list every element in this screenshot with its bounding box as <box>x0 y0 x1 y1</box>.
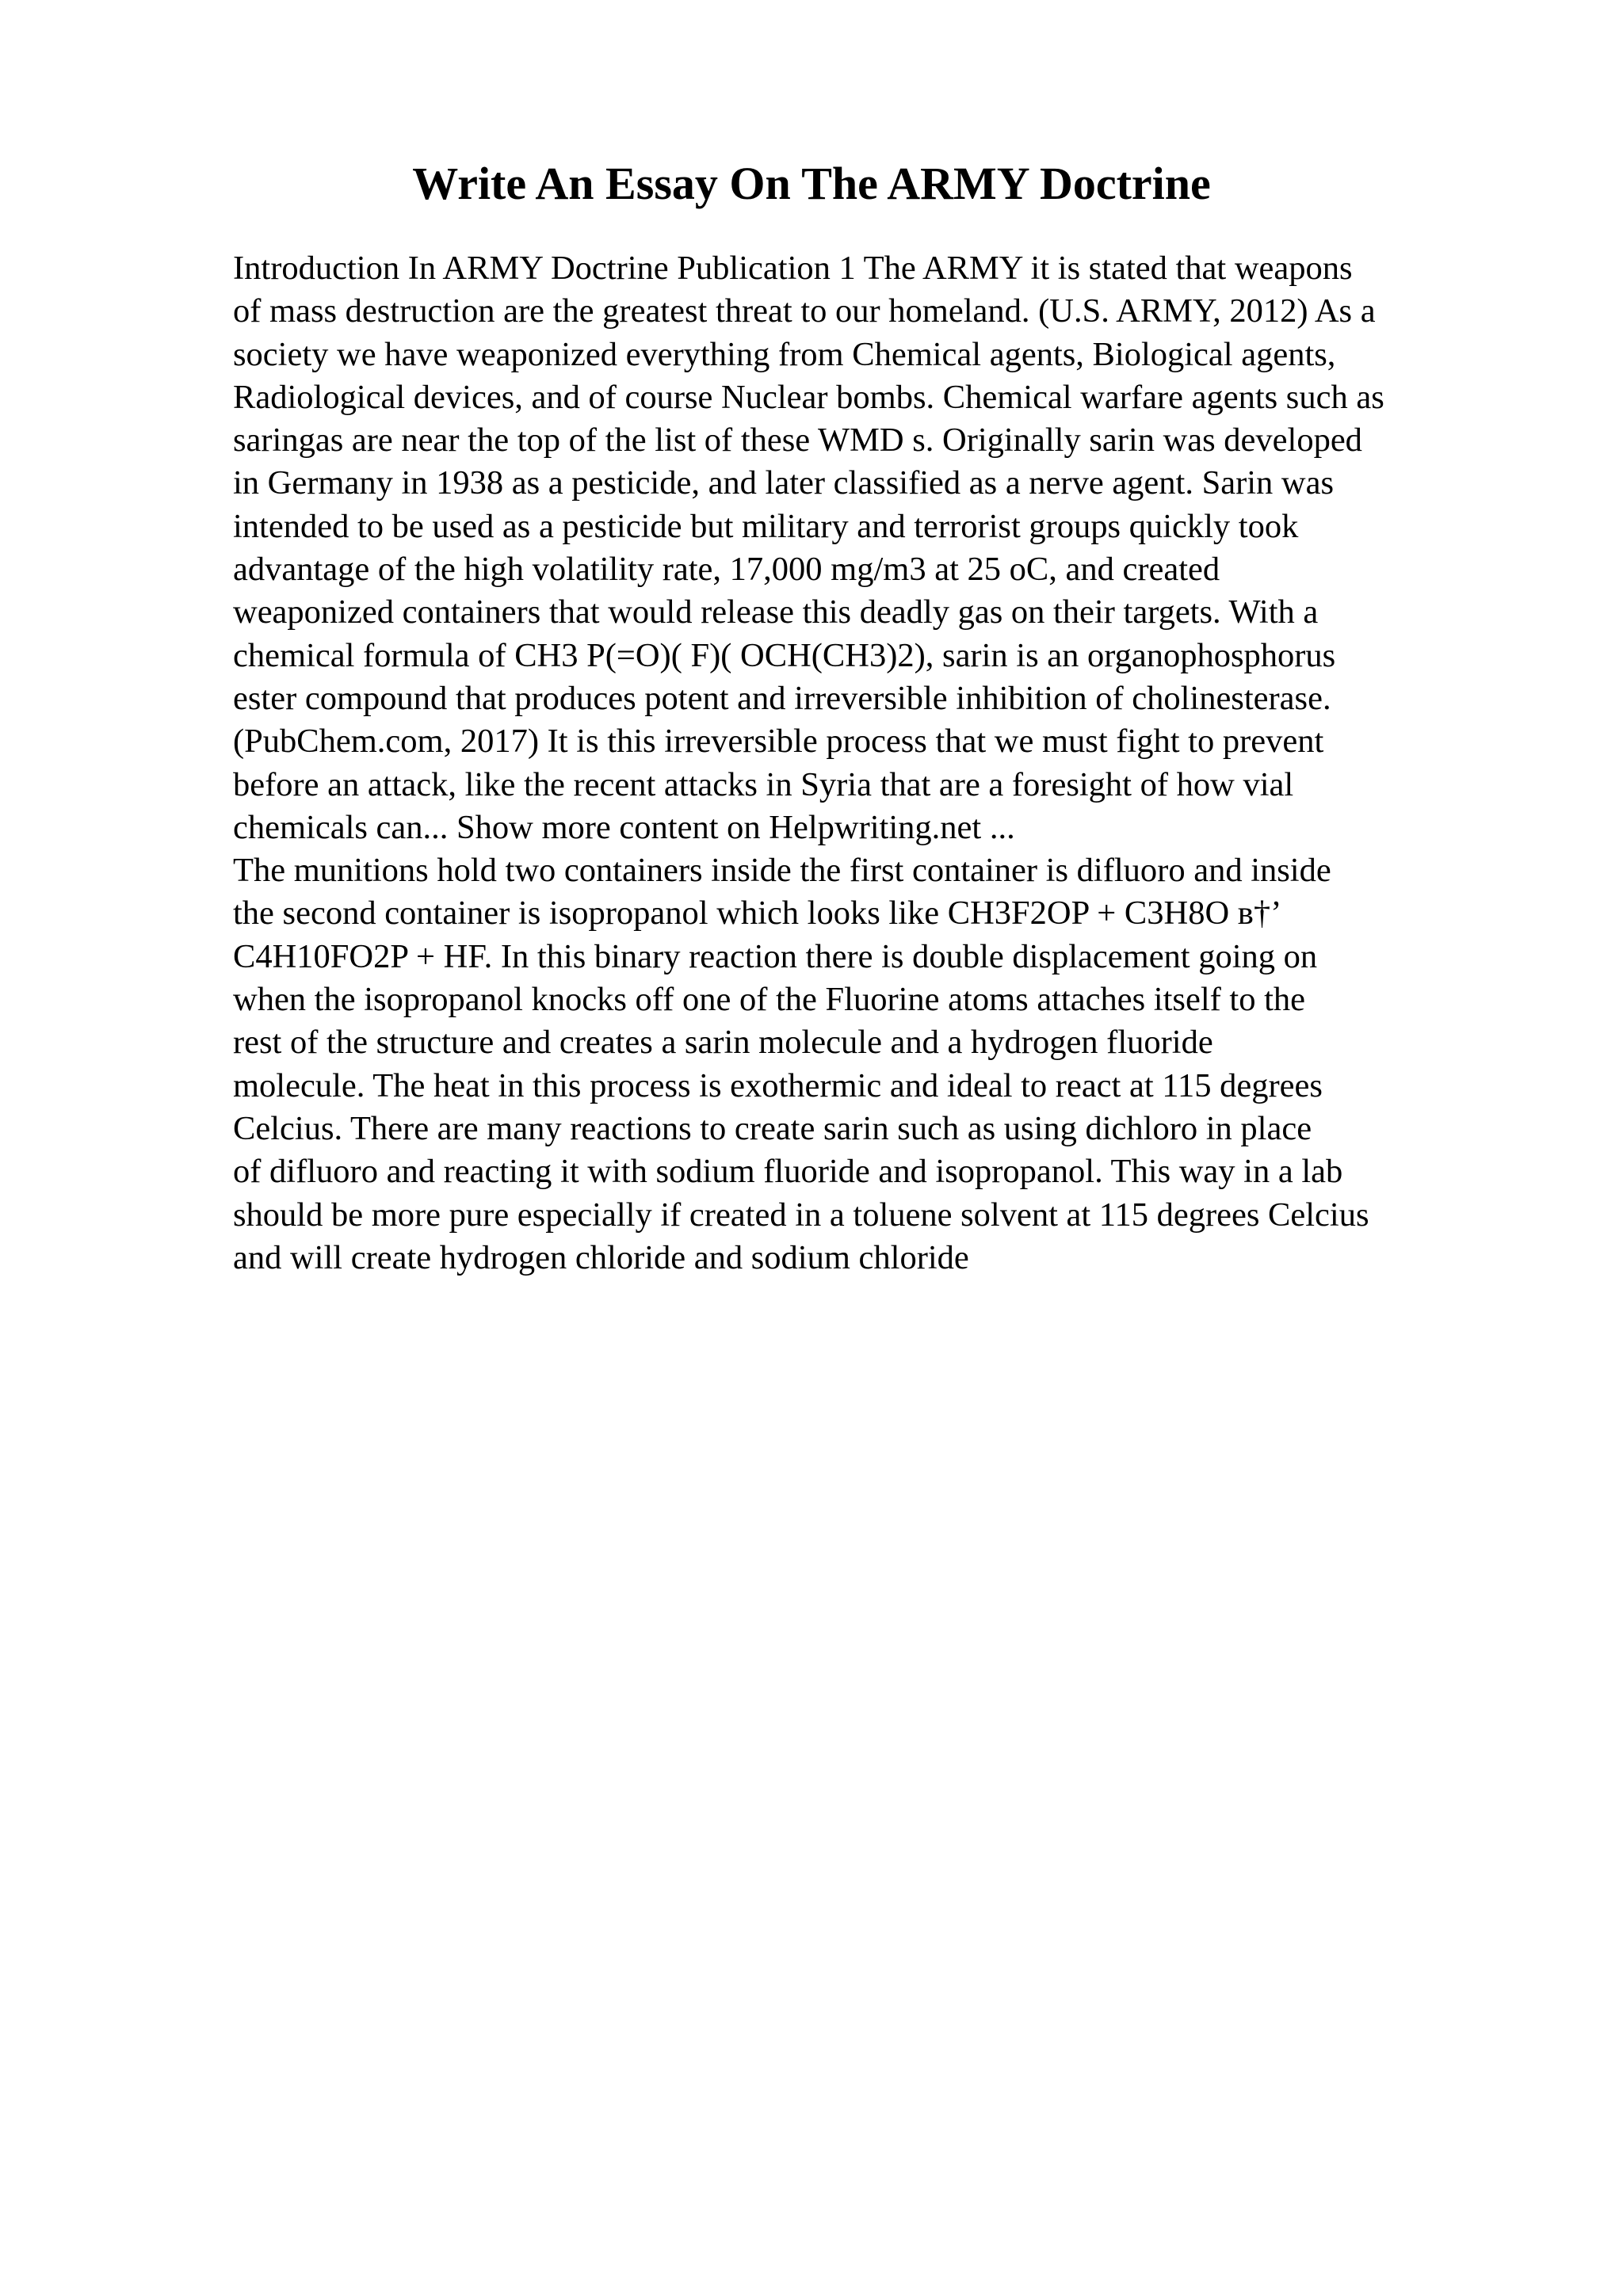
body-line: the second container is isopropanol which looks like CH3F2OP + C3H8O в†’ <box>233 894 1282 933</box>
body-line: ester compound that produces potent and irreversible inhibition of cholinesterase. <box>233 679 1331 717</box>
body-line: saringas are near the top of the list of these WMD s. Originally sarin was developed <box>233 421 1362 460</box>
body-line: The munitions hold two containers inside the first container is difluoro and inside <box>233 852 1331 890</box>
document-title: Write An Essay On The ARMY Doctrine <box>412 158 1211 209</box>
body-line: when the isopropanol knocks off one of the Fluorine atoms attaches itself to the <box>233 981 1306 1019</box>
body-line: Celcius. There are many reactions to create sarin such as using dichloro in place <box>233 1109 1312 1147</box>
body-line: in Germany in 1938 as a pesticide, and later classified as a nerve agent. Sarin was <box>233 464 1335 502</box>
body-line: of difluoro and reacting it with sodium fluoride and isopropanol. This way in a lab <box>233 1153 1343 1191</box>
document-body <box>233 247 1517 1280</box>
body-line: before an attack, like the recent attacks in Syria that are a foresight of how vial <box>233 765 1294 803</box>
body-line: molecule. The heat in this process is exothermic and ideal to react at 115 degrees <box>233 1066 1323 1104</box>
body-line: chemicals can... Show more content on Helpwriting.net ... <box>233 808 1015 846</box>
body-line: Radiological devices, and of course Nuclear bombs. Chemical warfare agents such as <box>233 378 1384 416</box>
body-line: Introduction In ARMY Doctrine Publication 1 The ARMY it is stated that weapons <box>233 250 1353 287</box>
body-line: C4H10FO2P + HF. In this binary reaction there is double displacement going on <box>233 937 1318 975</box>
body-line: intended to be used as a pesticide but military and terrorist groups quickly took <box>233 507 1299 545</box>
body-line: of mass destruction are the greatest threat to our homeland. (U.S. ARMY, 2012) As a <box>233 292 1376 330</box>
body-line: rest of the structure and creates a sarin molecule and a hydrogen fluoride <box>233 1024 1213 1062</box>
body-line: society we have weaponized everything from Chemical agents, Biological agents, <box>233 335 1336 373</box>
body-line: advantage of the high volatility rate, 17,000 mg/m3 at 25 oC, and created <box>233 551 1220 589</box>
body-line: (PubChem.com, 2017) It is this irreversible process that we must fight to prevent <box>233 723 1324 761</box>
body-line: weaponized containers that would release this deadly gas on their targets. With a <box>233 593 1319 631</box>
body-line: and will create hydrogen chloride and sodium chloride <box>233 1238 969 1276</box>
body-line: chemical formula of CH3 P(=O)( F)( OCH(CH3)2), sarin is an organophosphorus <box>233 636 1336 674</box>
body-line: should be more pure especially if created in a toluene solvent at 115 degrees Celcius <box>233 1196 1369 1234</box>
